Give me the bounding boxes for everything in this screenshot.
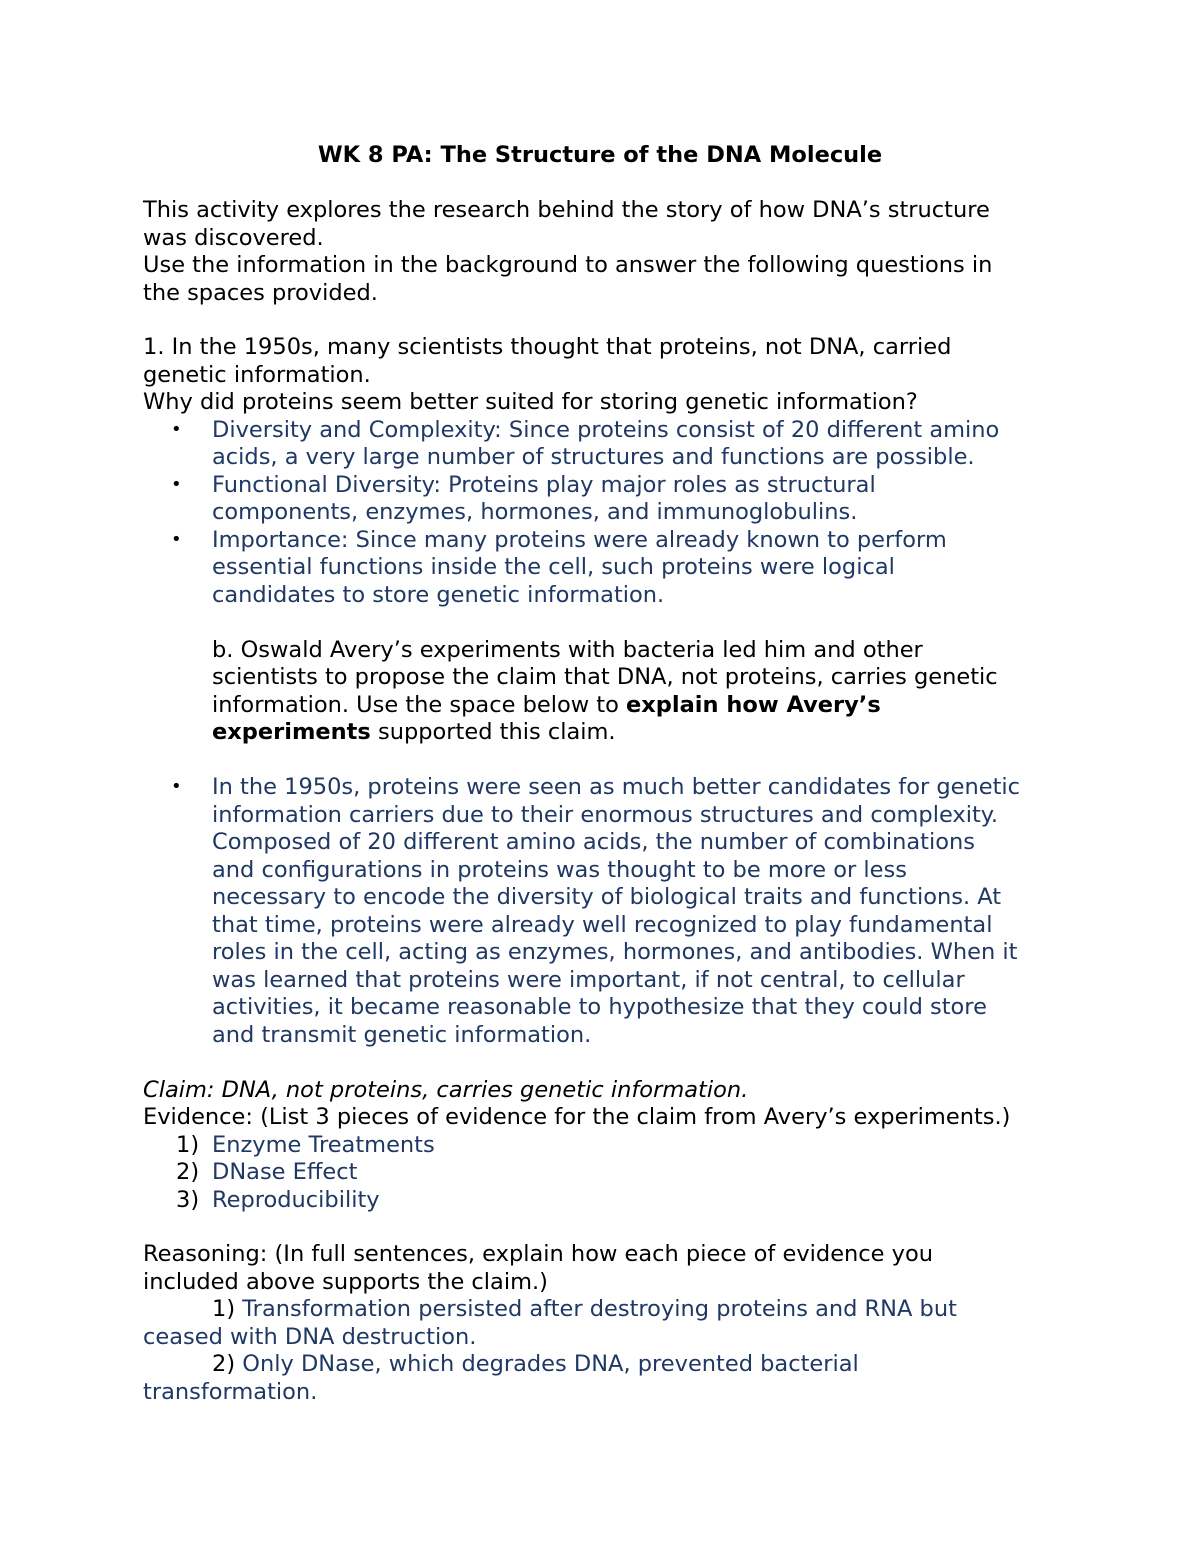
answer-1-line: acids, a very large number of structures and functions are possible. — [212, 444, 975, 470]
question-b-emphasis: experiments — [212, 719, 371, 745]
evidence-item: Enzyme Treatments — [212, 1132, 435, 1158]
bullet-icon: • — [171, 474, 182, 495]
intro-line: was discovered. — [143, 225, 324, 251]
answer-b-line: activities, it became reasonable to hypothesize that they could store — [212, 994, 987, 1020]
intro-line: This activity explores the research behind the story of how DNA’s structure — [143, 197, 990, 223]
reasoning-text: Transformation persisted after destroying proteins and RNA but — [242, 1296, 957, 1322]
intro-line: Use the information in the background to answer the following questions in — [143, 252, 993, 278]
reasoning-text: ceased with DNA destruction. — [143, 1324, 477, 1350]
answer-b-line: was learned that proteins were important, if not central, to cellular — [212, 967, 965, 993]
answer-b-line: In the 1950s, proteins were seen as much better candidates for genetic — [212, 774, 1021, 800]
reasoning-number: 1) — [212, 1296, 236, 1322]
evidence-item: DNase Effect — [212, 1159, 358, 1185]
intro-line: the spaces provided. — [143, 280, 378, 306]
question-1-line: Why did proteins seem better suited for storing genetic information? — [143, 389, 918, 415]
claim-line: Claim: DNA, not proteins, carries genetic information. — [143, 1077, 749, 1103]
evidence-number: 2) — [176, 1159, 200, 1185]
reasoning-prompt: included above supports the claim.) — [143, 1269, 548, 1295]
question-b-line — [212, 691, 881, 719]
bullet-icon: • — [171, 529, 182, 550]
evidence-item: Reproducibility — [212, 1187, 380, 1213]
answer-3-line: candidates to store genetic information. — [212, 582, 665, 608]
answer-b-line: that time, proteins were already well recognized to play fundamental — [212, 912, 993, 938]
evidence-number: 1) — [176, 1132, 200, 1158]
question-b-line — [212, 718, 616, 746]
reasoning-number: 2) — [212, 1351, 236, 1377]
reasoning-item — [212, 1295, 957, 1323]
evidence-prompt: Evidence: (List 3 pieces of evidence for the claim from Avery’s experiments.) — [143, 1104, 1011, 1130]
reasoning-text: transformation. — [143, 1379, 318, 1405]
question-b-text: supported this claim. — [370, 719, 616, 745]
answer-b-line: information carriers due to their enormous structures and complexity. — [212, 802, 999, 828]
bullet-icon: • — [171, 776, 182, 797]
page-title: WK 8 PA: The Structure of the DNA Molecule — [317, 142, 883, 168]
evidence-number: 3) — [176, 1187, 200, 1213]
reasoning-item — [212, 1350, 859, 1378]
reasoning-text: Only DNase, which degrades DNA, prevented bacterial — [242, 1351, 859, 1377]
answer-b-line: necessary to encode the diversity of biological traits and functions. At — [212, 884, 1002, 910]
answer-b-line: Composed of 20 different amino acids, the number of combinations — [212, 829, 975, 855]
reasoning-prompt: Reasoning: (In full sentences, explain how each piece of evidence you — [143, 1241, 934, 1267]
answer-b-line: roles in the cell, acting as enzymes, hormones, and antibodies. When it — [212, 939, 1018, 965]
question-b-line: b. Oswald Avery’s experiments with bacteria led him and other — [212, 637, 923, 663]
answer-2-line: Functional Diversity: Proteins play major roles as structural — [212, 472, 876, 498]
question-b-line: scientists to propose the claim that DNA, not proteins, carries genetic — [212, 664, 998, 690]
answer-3-line: Importance: Since many proteins were already known to perform — [212, 527, 947, 553]
answer-3-line: essential functions inside the cell, such proteins were logical — [212, 554, 895, 580]
bullet-icon: • — [171, 419, 182, 440]
answer-1-line: Diversity and Complexity: Since proteins consist of 20 different amino — [212, 417, 1000, 443]
answer-b-line: and configurations in proteins was thought to be more or less — [212, 857, 907, 883]
question-b-text: information. Use the space below to — [212, 692, 627, 718]
question-1-line: genetic information. — [143, 362, 371, 388]
answer-b-line: and transmit genetic information. — [212, 1022, 592, 1048]
question-1-line: 1. In the 1950s, many scientists thought that proteins, not DNA, carried — [143, 334, 952, 360]
answer-2-line: components, enzymes, hormones, and immunoglobulins. — [212, 499, 858, 525]
question-b-emphasis: explain how Avery’s — [626, 692, 881, 718]
